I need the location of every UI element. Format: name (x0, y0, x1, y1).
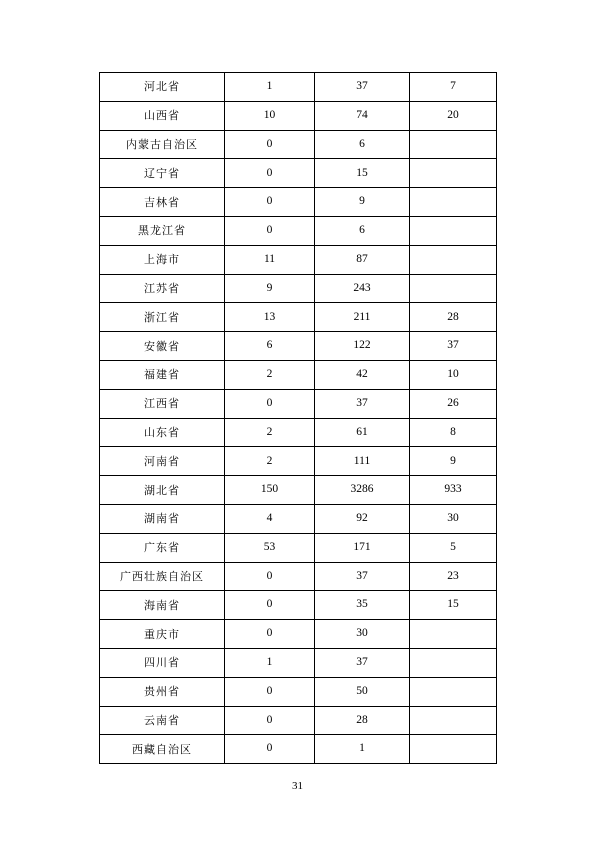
value-cell-col1: 0 (225, 620, 315, 649)
value-cell-col2: 37 (315, 389, 410, 418)
value-cell-col1: 0 (225, 591, 315, 620)
table-row (100, 677, 497, 706)
table-row (100, 274, 497, 303)
value-cell-col1: 10 (225, 101, 315, 130)
region-cell: 黑龙江省 (100, 216, 225, 245)
table-row (100, 476, 497, 505)
table-row (100, 303, 497, 332)
region-cell: 湖北省 (100, 476, 225, 505)
value-cell-col3: 37 (410, 332, 497, 361)
region-cell: 湖南省 (100, 504, 225, 533)
table-row (100, 533, 497, 562)
region-cell: 西藏自治区 (100, 735, 225, 764)
value-cell-col1: 6 (225, 332, 315, 361)
value-cell-col2: 9 (315, 188, 410, 217)
value-cell-col3 (410, 216, 497, 245)
value-cell-col1: 0 (225, 389, 315, 418)
value-cell-col3: 26 (410, 389, 497, 418)
region-cell: 重庆市 (100, 620, 225, 649)
value-cell-col1: 9 (225, 274, 315, 303)
value-cell-col3: 28 (410, 303, 497, 332)
table-row (100, 620, 497, 649)
value-cell-col2: 50 (315, 677, 410, 706)
value-cell-col1: 2 (225, 447, 315, 476)
table-row (100, 562, 497, 591)
value-cell-col2: 1 (315, 735, 410, 764)
value-cell-col1: 150 (225, 476, 315, 505)
table-row (100, 447, 497, 476)
value-cell-col3 (410, 706, 497, 735)
value-cell-col2: 61 (315, 418, 410, 447)
value-cell-col1: 13 (225, 303, 315, 332)
value-cell-col3: 9 (410, 447, 497, 476)
value-cell-col2: 171 (315, 533, 410, 562)
value-cell-col2: 42 (315, 360, 410, 389)
value-cell-col3 (410, 130, 497, 159)
table-row (100, 648, 497, 677)
value-cell-col3 (410, 159, 497, 188)
value-cell-col3: 5 (410, 533, 497, 562)
value-cell-col1: 11 (225, 245, 315, 274)
value-cell-col2: 3286 (315, 476, 410, 505)
value-cell-col1: 1 (225, 648, 315, 677)
table-row (100, 591, 497, 620)
value-cell-col2: 211 (315, 303, 410, 332)
value-cell-col1: 2 (225, 418, 315, 447)
value-cell-col3: 30 (410, 504, 497, 533)
value-cell-col2: 92 (315, 504, 410, 533)
region-cell: 四川省 (100, 648, 225, 677)
table-row (100, 188, 497, 217)
region-cell: 辽宁省 (100, 159, 225, 188)
region-cell: 江西省 (100, 389, 225, 418)
value-cell-col2: 111 (315, 447, 410, 476)
table-row (100, 332, 497, 361)
value-cell-col2: 6 (315, 216, 410, 245)
value-cell-col3: 933 (410, 476, 497, 505)
value-cell-col2: 37 (315, 73, 410, 102)
value-cell-col3 (410, 188, 497, 217)
value-cell-col1: 0 (225, 735, 315, 764)
region-cell: 上海市 (100, 245, 225, 274)
table-row (100, 735, 497, 764)
value-cell-col3 (410, 735, 497, 764)
region-data-table (99, 72, 497, 764)
region-cell: 河北省 (100, 73, 225, 102)
region-cell: 云南省 (100, 706, 225, 735)
region-cell: 内蒙古自治区 (100, 130, 225, 159)
value-cell-col1: 0 (225, 216, 315, 245)
value-cell-col3: 8 (410, 418, 497, 447)
value-cell-col2: 35 (315, 591, 410, 620)
region-cell: 浙江省 (100, 303, 225, 332)
value-cell-col3 (410, 274, 497, 303)
value-cell-col1: 2 (225, 360, 315, 389)
value-cell-col3: 7 (410, 73, 497, 102)
value-cell-col2: 243 (315, 274, 410, 303)
value-cell-col2: 15 (315, 159, 410, 188)
value-cell-col2: 87 (315, 245, 410, 274)
value-cell-col2: 30 (315, 620, 410, 649)
value-cell-col2: 37 (315, 648, 410, 677)
value-cell-col3: 20 (410, 101, 497, 130)
region-cell: 广东省 (100, 533, 225, 562)
table-row (100, 159, 497, 188)
region-cell: 海南省 (100, 591, 225, 620)
value-cell-col1: 0 (225, 130, 315, 159)
value-cell-col3: 23 (410, 562, 497, 591)
value-cell-col3 (410, 245, 497, 274)
value-cell-col2: 122 (315, 332, 410, 361)
table-row (100, 360, 497, 389)
table-row (100, 504, 497, 533)
value-cell-col1: 4 (225, 504, 315, 533)
region-cell: 贵州省 (100, 677, 225, 706)
value-cell-col1: 0 (225, 562, 315, 591)
value-cell-col3 (410, 620, 497, 649)
region-cell: 山西省 (100, 101, 225, 130)
table-row (100, 73, 497, 102)
table-body (100, 73, 497, 764)
table-row (100, 389, 497, 418)
table-row (100, 130, 497, 159)
value-cell-col3: 15 (410, 591, 497, 620)
region-cell: 山东省 (100, 418, 225, 447)
value-cell-col3 (410, 648, 497, 677)
value-cell-col1: 0 (225, 677, 315, 706)
value-cell-col3: 10 (410, 360, 497, 389)
page-number: 31 (292, 780, 303, 792)
value-cell-col1: 0 (225, 159, 315, 188)
region-cell: 安徽省 (100, 332, 225, 361)
region-cell: 江苏省 (100, 274, 225, 303)
value-cell-col1: 0 (225, 706, 315, 735)
value-cell-col2: 28 (315, 706, 410, 735)
value-cell-col1: 53 (225, 533, 315, 562)
table-row (100, 706, 497, 735)
value-cell-col1: 1 (225, 73, 315, 102)
table-row (100, 216, 497, 245)
value-cell-col2: 37 (315, 562, 410, 591)
value-cell-col2: 6 (315, 130, 410, 159)
value-cell-col3 (410, 677, 497, 706)
table-row (100, 245, 497, 274)
region-cell: 福建省 (100, 360, 225, 389)
value-cell-col1: 0 (225, 188, 315, 217)
value-cell-col2: 74 (315, 101, 410, 130)
table-row (100, 418, 497, 447)
region-cell: 广西壮族自治区 (100, 562, 225, 591)
region-cell: 河南省 (100, 447, 225, 476)
region-cell: 吉林省 (100, 188, 225, 217)
table-row (100, 101, 497, 130)
